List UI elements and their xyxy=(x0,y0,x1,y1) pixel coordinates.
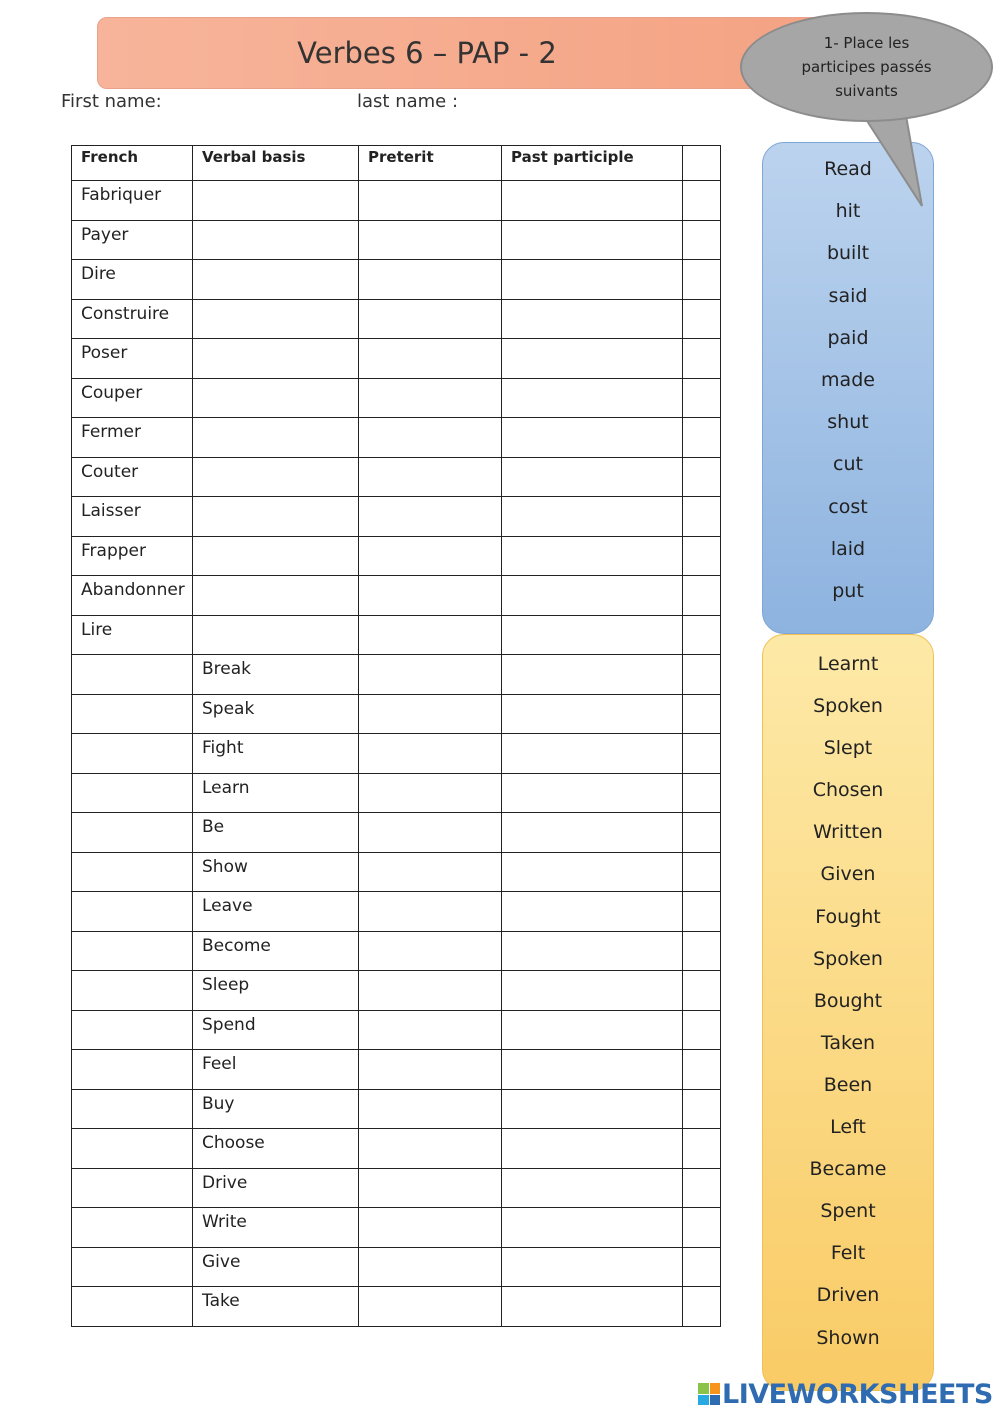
word-bank-yellow-item[interactable]: Spoken xyxy=(813,947,883,970)
verbal-basis-cell: Drive xyxy=(193,1168,359,1208)
table-row xyxy=(72,1247,721,1287)
preterit-cell[interactable] xyxy=(359,339,502,379)
extra-cell xyxy=(683,260,721,300)
verbal-basis-cell: Speak xyxy=(193,694,359,734)
last-name-label: last name : xyxy=(357,91,459,112)
preterit-cell[interactable] xyxy=(359,457,502,497)
page-title: Verbes 6 – PAP - 2 xyxy=(297,36,557,70)
preterit-cell[interactable] xyxy=(359,418,502,458)
table-row xyxy=(72,1168,721,1208)
preterit-cell[interactable] xyxy=(359,260,502,300)
verbal-basis-cell: Spend xyxy=(193,1010,359,1050)
french-cell: Construire xyxy=(72,299,193,339)
preterit-cell[interactable] xyxy=(359,1247,502,1287)
past-participle-cell[interactable] xyxy=(502,1208,683,1248)
past-participle-cell[interactable] xyxy=(502,813,683,853)
verbal-basis-cell xyxy=(193,615,359,655)
extra-cell xyxy=(683,536,721,576)
extra-cell xyxy=(683,1010,721,1050)
french-cell xyxy=(72,1247,193,1287)
past-participle-cell[interactable] xyxy=(502,1287,683,1327)
liveworksheets-logo xyxy=(698,1378,993,1410)
extra-cell xyxy=(683,220,721,260)
verbs-table xyxy=(71,145,721,1327)
instruction-text: 1- Place les participes passés suivants xyxy=(801,34,932,100)
extra-cell xyxy=(683,655,721,695)
past-participle-cell[interactable] xyxy=(502,339,683,379)
word-bank-blue-item[interactable]: hit xyxy=(835,200,861,223)
verbal-basis-cell: Be xyxy=(193,813,359,853)
french-cell: Dire xyxy=(72,260,193,300)
extra-cell xyxy=(683,576,721,616)
past-participle-cell[interactable] xyxy=(502,260,683,300)
past-participle-cell[interactable] xyxy=(502,299,683,339)
table-body xyxy=(72,181,721,1327)
past-participle-cell[interactable] xyxy=(502,892,683,932)
french-cell xyxy=(72,1287,193,1327)
table-row xyxy=(72,931,721,971)
preterit-cell[interactable] xyxy=(359,852,502,892)
french-cell xyxy=(72,813,193,853)
preterit-cell[interactable] xyxy=(359,1208,502,1248)
french-cell: Lire xyxy=(72,615,193,655)
verbal-basis-cell: Learn xyxy=(193,773,359,813)
verbal-basis-cell xyxy=(193,299,359,339)
past-participle-cell[interactable] xyxy=(502,1010,683,1050)
french-cell: Payer xyxy=(72,220,193,260)
french-cell xyxy=(72,1129,193,1169)
table-row xyxy=(72,694,721,734)
preterit-cell[interactable] xyxy=(359,1089,502,1129)
french-cell xyxy=(72,931,193,971)
table-row xyxy=(72,378,721,418)
table-row xyxy=(72,655,721,695)
french-cell xyxy=(72,694,193,734)
french-cell: Poser xyxy=(72,339,193,379)
extra-cell xyxy=(683,1089,721,1129)
past-participle-cell[interactable] xyxy=(502,536,683,576)
verbal-basis-cell xyxy=(193,536,359,576)
french-cell: Couter xyxy=(72,457,193,497)
past-participle-cell[interactable] xyxy=(502,418,683,458)
header-preterit: Preterit xyxy=(359,146,502,181)
french-cell xyxy=(72,1208,193,1248)
extra-cell xyxy=(683,1287,721,1327)
table-row xyxy=(72,971,721,1011)
preterit-cell[interactable] xyxy=(359,1287,502,1327)
verbal-basis-cell: Buy xyxy=(193,1089,359,1129)
preterit-cell[interactable] xyxy=(359,892,502,932)
past-participle-cell[interactable] xyxy=(502,773,683,813)
preterit-cell[interactable] xyxy=(359,497,502,537)
preterit-cell[interactable] xyxy=(359,694,502,734)
verbal-basis-cell xyxy=(193,220,359,260)
french-cell xyxy=(72,1010,193,1050)
word-bank-yellow-item[interactable]: Bought xyxy=(813,989,883,1012)
header-french: French xyxy=(72,146,193,181)
extra-cell xyxy=(683,418,721,458)
past-participle-cell[interactable] xyxy=(502,931,683,971)
extra-cell xyxy=(683,339,721,379)
word-bank-blue-item[interactable]: cut xyxy=(833,453,863,476)
extra-cell xyxy=(683,1050,721,1090)
preterit-cell[interactable] xyxy=(359,1050,502,1090)
verbal-basis-cell: Write xyxy=(193,1208,359,1248)
word-bank-blue-item[interactable]: shut xyxy=(827,411,869,434)
table-row xyxy=(72,339,721,379)
word-bank-blue-item[interactable]: made xyxy=(821,368,875,391)
extra-cell xyxy=(683,615,721,655)
preterit-cell[interactable] xyxy=(359,813,502,853)
preterit-cell[interactable] xyxy=(359,1129,502,1169)
preterit-cell[interactable] xyxy=(359,655,502,695)
word-bank-yellow-item[interactable]: Became xyxy=(809,1158,887,1181)
french-cell: Frapper xyxy=(72,536,193,576)
past-participle-cell[interactable] xyxy=(502,734,683,774)
word-bank-blue-item[interactable]: put xyxy=(832,579,864,602)
instruction-bubble xyxy=(740,12,993,122)
word-bank-yellow-item[interactable]: Written xyxy=(813,821,883,844)
preterit-cell[interactable] xyxy=(359,1010,502,1050)
french-cell xyxy=(72,773,193,813)
word-bank-yellow-item[interactable]: Been xyxy=(823,1073,873,1096)
table-row xyxy=(72,1010,721,1050)
past-participle-cell[interactable] xyxy=(502,497,683,537)
french-cell: Fabriquer xyxy=(72,181,193,221)
verbal-basis-cell: Show xyxy=(193,852,359,892)
word-bank-yellow-item[interactable]: Driven xyxy=(816,1284,880,1307)
extra-cell xyxy=(683,1208,721,1248)
past-participle-cell[interactable] xyxy=(502,655,683,695)
word-bank-yellow-item[interactable]: Learnt xyxy=(817,653,879,675)
verbal-basis-cell xyxy=(193,260,359,300)
french-cell: Abandonner xyxy=(72,576,193,616)
verbal-basis-cell: Leave xyxy=(193,892,359,932)
extra-cell xyxy=(683,457,721,497)
extra-cell xyxy=(683,1129,721,1169)
french-cell: Laisser xyxy=(72,497,193,537)
french-cell xyxy=(72,1089,193,1129)
word-bank-blue-item[interactable]: built xyxy=(826,242,870,265)
first-name-label: First name: xyxy=(61,91,162,112)
extra-cell xyxy=(683,299,721,339)
table-row xyxy=(72,813,721,853)
word-bank-blue-item[interactable]: Read xyxy=(824,158,872,180)
past-participle-cell[interactable] xyxy=(502,852,683,892)
extra-cell xyxy=(683,497,721,537)
logo-text: LIVEWORKSHEETS xyxy=(722,1378,993,1410)
preterit-cell[interactable] xyxy=(359,615,502,655)
past-participle-cell[interactable] xyxy=(502,1129,683,1169)
word-bank-blue-item[interactable]: said xyxy=(828,284,868,307)
table-row xyxy=(72,1208,721,1248)
verbal-basis-cell xyxy=(193,339,359,379)
word-bank-yellow-item[interactable]: Taken xyxy=(820,1031,876,1054)
french-cell xyxy=(72,1050,193,1090)
table-row xyxy=(72,1129,721,1169)
logo-badge-icon xyxy=(698,1383,720,1405)
table-row xyxy=(72,734,721,774)
preterit-cell[interactable] xyxy=(359,1168,502,1208)
table-row xyxy=(72,497,721,537)
table-row xyxy=(72,1050,721,1090)
extra-cell xyxy=(683,773,721,813)
verbal-basis-cell xyxy=(193,378,359,418)
verbal-basis-cell: Fight xyxy=(193,734,359,774)
verbal-basis-cell xyxy=(193,457,359,497)
header-verbal-basis: Verbal basis xyxy=(193,146,359,181)
extra-cell xyxy=(683,852,721,892)
extra-cell xyxy=(683,892,721,932)
verbal-basis-cell: Break xyxy=(193,655,359,695)
extra-cell xyxy=(683,694,721,734)
preterit-cell[interactable] xyxy=(359,734,502,774)
past-participle-cell[interactable] xyxy=(502,1168,683,1208)
word-bank-blue-item[interactable]: paid xyxy=(827,326,869,349)
verbal-basis-cell xyxy=(193,497,359,537)
word-bank-yellow-item[interactable]: Left xyxy=(830,1116,866,1139)
word-bank-yellow-item[interactable]: Chosen xyxy=(812,779,884,802)
preterit-cell[interactable] xyxy=(359,576,502,616)
verbal-basis-cell xyxy=(193,576,359,616)
verbal-basis-cell: Feel xyxy=(193,1050,359,1090)
extra-cell xyxy=(683,971,721,1011)
french-cell xyxy=(72,655,193,695)
header-past-participle: Past participle xyxy=(502,146,683,181)
word-bank-yellow-item[interactable]: Given xyxy=(820,863,876,886)
french-cell: Fermer xyxy=(72,418,193,458)
table-row xyxy=(72,536,721,576)
past-participle-cell[interactable] xyxy=(502,457,683,497)
past-participle-cell[interactable] xyxy=(502,694,683,734)
word-bank-yellow-item[interactable]: Felt xyxy=(830,1242,866,1265)
table-row xyxy=(72,1287,721,1327)
french-cell xyxy=(72,1168,193,1208)
french-cell xyxy=(72,734,193,774)
preterit-cell[interactable] xyxy=(359,773,502,813)
word-bank-yellow-item[interactable]: Spent xyxy=(820,1200,876,1223)
preterit-cell[interactable] xyxy=(359,299,502,339)
past-participle-cell[interactable] xyxy=(502,1050,683,1090)
word-bank-yellow-item[interactable]: Slept xyxy=(823,737,873,760)
word-bank-yellow-item[interactable]: Shown xyxy=(816,1326,880,1349)
preterit-cell[interactable] xyxy=(359,378,502,418)
preterit-cell[interactable] xyxy=(359,220,502,260)
verbal-basis-cell xyxy=(193,418,359,458)
table-row xyxy=(72,260,721,300)
extra-cell xyxy=(683,734,721,774)
table-row xyxy=(72,457,721,497)
extra-cell xyxy=(683,1247,721,1287)
past-participle-cell[interactable] xyxy=(502,615,683,655)
word-bank-blue-item[interactable]: laid xyxy=(830,537,866,560)
word-bank-yellow xyxy=(762,634,934,1391)
past-participle-cell[interactable] xyxy=(502,1089,683,1129)
french-cell xyxy=(72,852,193,892)
table-row xyxy=(72,1089,721,1129)
word-bank-blue-item[interactable]: cost xyxy=(828,495,868,518)
extra-cell xyxy=(683,1168,721,1208)
table-row xyxy=(72,418,721,458)
table-row xyxy=(72,576,721,616)
french-cell xyxy=(72,892,193,932)
verbal-basis-cell: Take xyxy=(193,1287,359,1327)
table-row xyxy=(72,220,721,260)
verbal-basis-cell: Sleep xyxy=(193,971,359,1011)
french-cell: Couper xyxy=(72,378,193,418)
extra-cell xyxy=(683,931,721,971)
preterit-cell[interactable] xyxy=(359,536,502,576)
table-row xyxy=(72,892,721,932)
preterit-cell[interactable] xyxy=(359,971,502,1011)
table-row xyxy=(72,615,721,655)
word-bank-yellow-item[interactable]: Fought xyxy=(815,905,881,928)
past-participle-cell[interactable] xyxy=(502,1247,683,1287)
table-row xyxy=(72,299,721,339)
table-row xyxy=(72,773,721,813)
word-bank-yellow-item[interactable]: Spoken xyxy=(813,695,883,718)
extra-cell xyxy=(683,813,721,853)
verbal-basis-cell: Give xyxy=(193,1247,359,1287)
french-cell xyxy=(72,971,193,1011)
verbal-basis-cell: Choose xyxy=(193,1129,359,1169)
preterit-cell[interactable] xyxy=(359,931,502,971)
extra-cell xyxy=(683,378,721,418)
past-participle-cell[interactable] xyxy=(502,576,683,616)
past-participle-cell[interactable] xyxy=(502,378,683,418)
table-row xyxy=(72,852,721,892)
past-participle-cell[interactable] xyxy=(502,220,683,260)
past-participle-cell[interactable] xyxy=(502,971,683,1011)
verbal-basis-cell: Become xyxy=(193,931,359,971)
